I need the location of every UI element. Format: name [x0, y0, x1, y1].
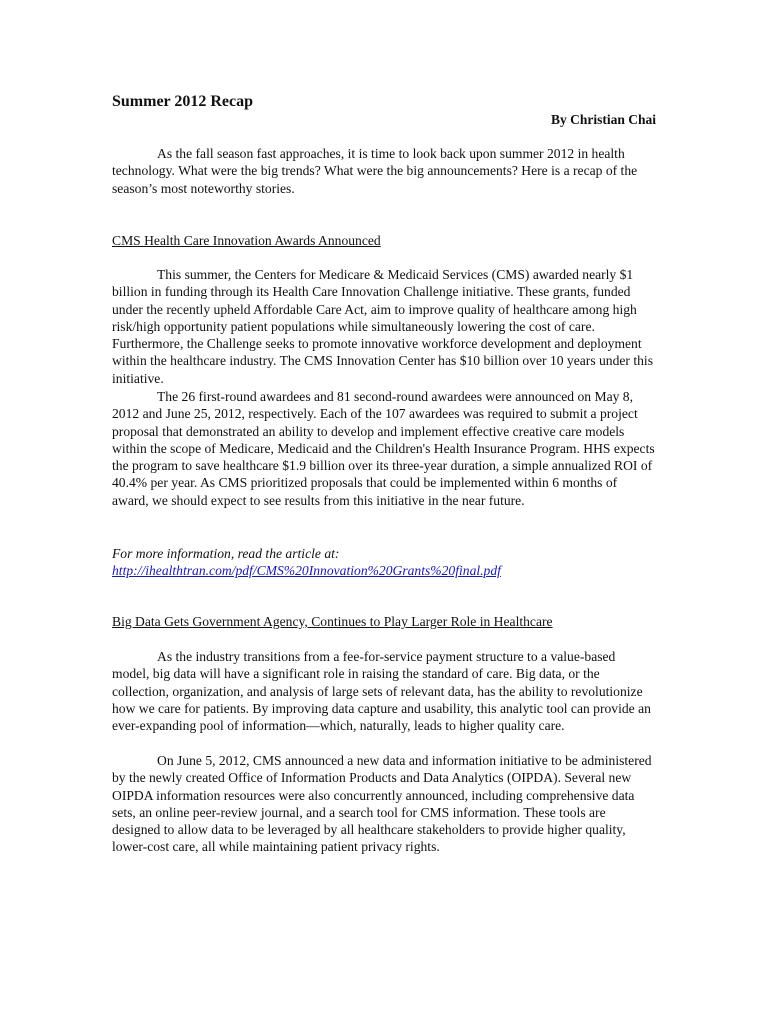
- cms-awards-paragraph-2: The 26 first-round awardees and 81 second-round awardees were announced on May 8, 2012 and June 25, 2012, respectively. Each of the 107 awardees was required to submit a project proposal that demonstrated an ability to develop and implement effective creative care models within the scope of Medicare, Medicaid and the Children's Health Insurance Program. HHS expects the program to save healthcare $1.9 billion over its three-year duration, a simple annualized ROI of 40.4% per year. As CMS prioritized proposals that could be implemented within 6 months of award, we should expect to see results from this initiative in the near future.: [112, 389, 655, 508]
- big-data-paragraph-2: On June 5, 2012, CMS announced a new data and information initiative to be administered by the newly created Office of Information Products and Data Analytics (OIPDA). Several new OIPDA information resources were also concurrently announced, including comprehensive data sets, an online peer-review journal, and a search tool for CMS information. These tools are designed to allow data to be leveraged by all healthcare stakeholders to provide higher quality, lower-cost care, all while maintaining patient privacy rights.: [112, 753, 652, 855]
- cms-awards-paragraph-1: This summer, the Centers for Medicare & Medicaid Services (CMS) awarded nearly $1 billion in funding through its Health Care Innovation Challenge initiative. These grants, funded under the recently upheld Affordable Care Act, aim to improve quality of healthcare among high risk/high opportunity patient populations while simultaneously lowering the cost of care. Furthermore, the Challenge seeks to promote innovative workforce development and deployment within the healthcare industry. The CMS Innovation Center has $10 billion over 10 years under this initiative.: [112, 267, 654, 386]
- more-info-block: [112, 545, 656, 580]
- section-heading-big-data: Big Data Gets Government Agency, Continues to Play Larger Role in Healthcare: [112, 614, 553, 629]
- big-data-paragraph-1: As the industry transitions from a fee-for-service payment structure to a value-based model, big data will have a significant role in raising the standard of care. Big data, or the collection, organization, and analysis of large sets of relevant data, has the ability to revolutionize how we care for patients. By improving data capture and usability, this analytic tool can provide an ever-expanding pool of information—which, naturally, leads to higher quality care.: [112, 649, 651, 734]
- article-link[interactable]: http://ihealthtran.com/pdf/CMS%20Innovation%20Grants%20final.pdf: [112, 563, 501, 579]
- author-byline: By Christian Chai: [550, 112, 656, 127]
- intro-paragraph: As the fall season fast approaches, it is time to look back upon summer 2012 in health technology. What were the big trends? What were the big announcements? Here is a recap of the season’s most noteworthy stories.: [112, 146, 638, 196]
- document-title: Summer 2012 Recap: [112, 93, 254, 110]
- more-info-label: For more information, read the article at:: [112, 546, 340, 561]
- section-heading-cms-awards: CMS Health Care Innovation Awards Announced: [112, 233, 381, 248]
